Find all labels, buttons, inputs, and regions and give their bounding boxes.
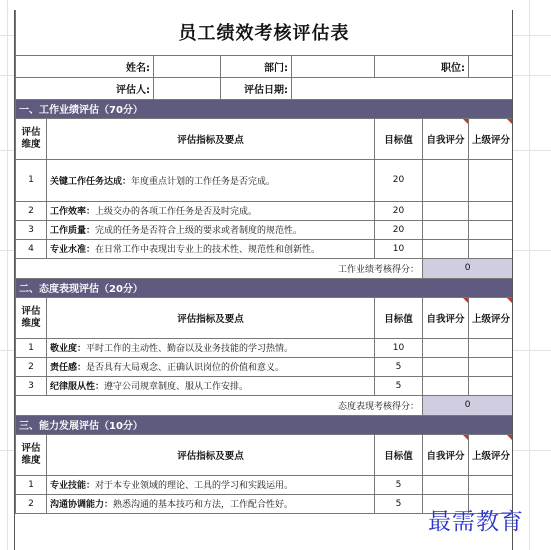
indicator-name: 专业技能： (50, 481, 96, 491)
target-value: 20 (375, 159, 423, 201)
header-self-score: 自我评分 (423, 118, 469, 159)
target-value: 20 (375, 220, 423, 239)
table-row (16, 159, 513, 201)
target-value: 5 (375, 475, 423, 494)
indicator-name: 责任感： (50, 363, 87, 373)
self-score-input[interactable] (423, 201, 469, 220)
superior-score-input[interactable] (469, 220, 513, 239)
total-row (16, 258, 513, 278)
name-label: 姓名: (16, 55, 154, 77)
superior-score-input[interactable] (469, 338, 513, 357)
evaluation-table (15, 10, 513, 514)
header-superior-score: 上级评分 (469, 118, 513, 159)
total-label: 态度表现考核得分： (16, 395, 423, 415)
row-number: 3 (16, 220, 47, 239)
row-number: 3 (16, 376, 47, 395)
table-row (16, 475, 513, 494)
indicator-cell (47, 159, 375, 201)
indicator-name: 专业水准： (50, 245, 96, 255)
row-number: 1 (16, 338, 47, 357)
watermark-logo: 最需教育 (428, 509, 524, 535)
evaluator-label: 评估人: (16, 77, 154, 99)
header-row (16, 297, 513, 338)
indicator-cell (47, 239, 375, 258)
indicator-cell (47, 338, 375, 357)
table-row (16, 220, 513, 239)
header-dimension: 评估维度 (16, 118, 47, 159)
table-row (16, 357, 513, 376)
dept-field[interactable] (292, 55, 375, 77)
target-value: 10 (375, 239, 423, 258)
header-row (16, 118, 513, 159)
superior-score-input[interactable] (469, 376, 513, 395)
target-value: 5 (375, 376, 423, 395)
total-row (16, 395, 513, 415)
eval-date-label: 评估日期: (221, 77, 292, 99)
dept-label: 部门: (221, 55, 292, 77)
self-score-input[interactable] (423, 239, 469, 258)
row-number: 1 (16, 159, 47, 201)
indicator-desc: 年度重点计划的工作任务是否完成。 (131, 176, 276, 187)
indicator-cell (47, 201, 375, 220)
header-row (16, 434, 513, 475)
self-score-input[interactable] (423, 357, 469, 376)
target-value: 10 (375, 338, 423, 357)
table-row (16, 338, 513, 357)
self-score-input[interactable] (423, 338, 469, 357)
header-target: 目标值 (375, 434, 423, 475)
target-value: 20 (375, 201, 423, 220)
table-row (16, 201, 513, 220)
header-self-score: 自我评分 (423, 297, 469, 338)
header-indicator: 评估指标及要点 (47, 297, 375, 338)
header-indicator: 评估指标及要点 (47, 434, 375, 475)
evaluation-form (14, 10, 513, 550)
indicator-cell (47, 357, 375, 376)
row-number: 2 (16, 201, 47, 220)
info-row-1 (16, 55, 513, 77)
evaluator-field[interactable] (154, 77, 221, 99)
header-dimension: 评估维度 (16, 434, 47, 475)
name-field[interactable] (154, 55, 221, 77)
indicator-desc: 完成的任务是否符合上级的要求或者制度的规范性。 (95, 226, 303, 236)
header-dimension: 评估维度 (16, 297, 47, 338)
indicator-name: 沟通协调能力： (50, 500, 114, 510)
row-number: 2 (16, 494, 47, 513)
indicator-cell (47, 475, 375, 494)
header-superior-score: 上级评分 (469, 297, 513, 338)
row-number: 1 (16, 475, 47, 494)
target-value: 5 (375, 494, 423, 513)
header-target: 目标值 (375, 297, 423, 338)
indicator-desc: 平时工作的主动性、勤奋以及业务技能的学习热情。 (86, 344, 294, 354)
header-superior-score: 上级评分 (469, 434, 513, 475)
row-number: 2 (16, 357, 47, 376)
superior-score-input[interactable] (469, 357, 513, 376)
indicator-name: 敬业度： (50, 344, 87, 354)
row-number: 4 (16, 239, 47, 258)
superior-score-input[interactable] (469, 201, 513, 220)
table-row (16, 376, 513, 395)
position-label: 职位: (375, 55, 469, 77)
indicator-desc: 上级交办的各项工作任务是否及时完成。 (95, 207, 258, 217)
indicator-cell (47, 376, 375, 395)
eval-date-field[interactable] (292, 77, 513, 99)
superior-score-input[interactable] (469, 475, 513, 494)
indicator-desc: 对于本专业领域的理论、工具的学习和实践运用。 (95, 481, 294, 491)
indicator-cell (47, 220, 375, 239)
indicator-name: 纪律服从性： (50, 382, 105, 392)
self-score-input[interactable] (423, 475, 469, 494)
indicator-desc: 在日常工作中表现出专业上的技术性、规范性和创新性。 (95, 245, 321, 255)
position-field[interactable] (469, 55, 513, 77)
superior-score-input[interactable] (469, 239, 513, 258)
superior-score-input[interactable] (469, 159, 513, 201)
indicator-desc: 是否具有大局观念、正确认识岗位的价值和意义。 (86, 363, 285, 373)
indicator-name: 关键工作任务达成： (50, 176, 132, 187)
header-self-score: 自我评分 (423, 434, 469, 475)
self-score-input[interactable] (423, 376, 469, 395)
section-title-attitude: 二、态度表现评估（20分） (16, 278, 513, 297)
indicator-desc: 熟悉沟通的基本技巧和方法，工作配合性好。 (113, 500, 294, 510)
target-value: 5 (375, 357, 423, 376)
total-value: 0 (423, 395, 513, 415)
indicator-name: 工作效率： (50, 207, 96, 217)
indicator-name: 工作质量： (50, 226, 96, 236)
total-value: 0 (423, 258, 513, 278)
indicator-desc: 遵守公司规章制度、服从工作安排。 (104, 382, 249, 392)
header-indicator: 评估指标及要点 (47, 118, 375, 159)
header-target: 目标值 (375, 118, 423, 159)
info-row-2 (16, 77, 513, 99)
self-score-input[interactable] (423, 159, 469, 201)
indicator-cell (47, 494, 375, 513)
section-title-ability: 三、能力发展评估（10分） (16, 415, 513, 434)
self-score-input[interactable] (423, 220, 469, 239)
table-row (16, 239, 513, 258)
total-label: 工作业绩考核得分： (16, 258, 423, 278)
form-title: 员工绩效考核评估表 (16, 10, 513, 55)
section-title-performance: 一、工作业绩评估（70分） (16, 99, 513, 118)
